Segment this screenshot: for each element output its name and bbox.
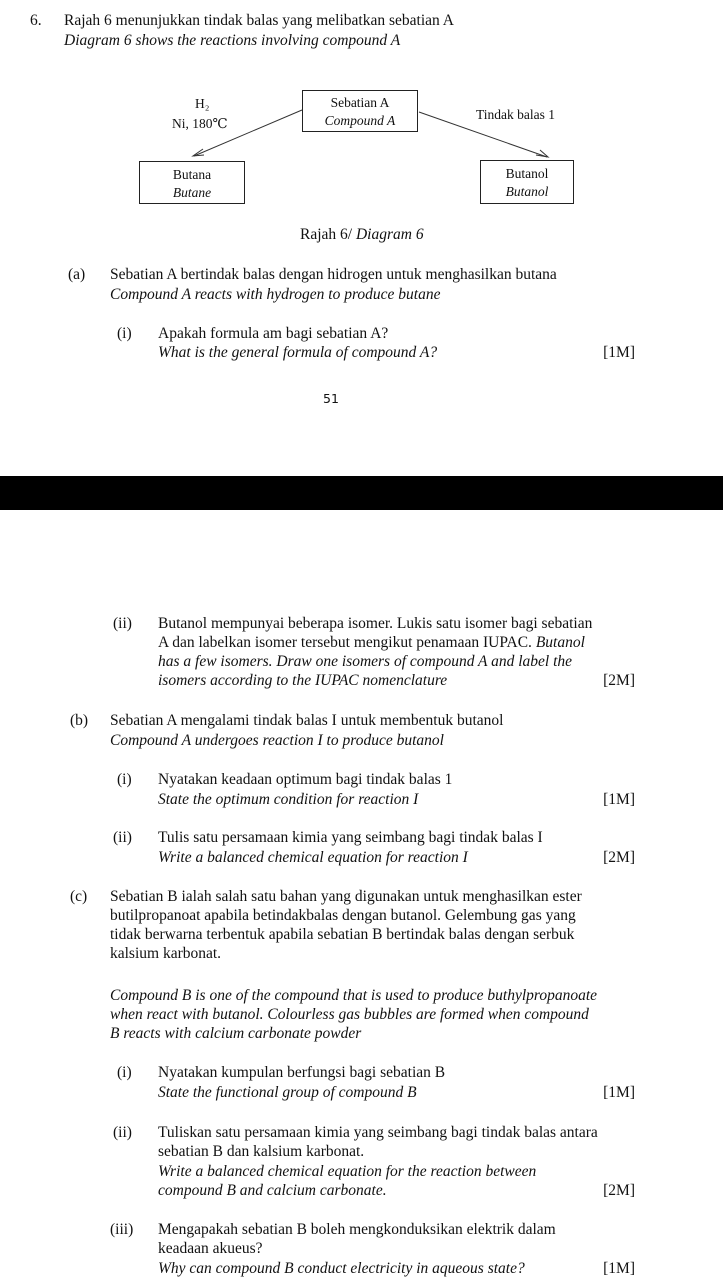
part-a-i-ms: Apakah formula am bagi sebatian A? [158,325,389,342]
part-c-iii-ms-line2: keadaan akueus? [158,1240,263,1257]
part-c-ms-line1: Sebatian B ialah salah satu bahan yang digunakan untuk menghasilkan ester [110,888,582,905]
part-a-label: (a) [68,266,86,283]
part-a-text-ms: Sebatian A bertindak balas dengan hidrogen untuk menghasilkan butana [110,266,557,283]
part-b-i-en: State the optimum condition for reaction I [158,791,419,808]
part-c-iii-en: Why can compound B conduct electricity in aqueous state? [158,1260,525,1277]
part-b-text-ms: Sebatian A mengalami tindak balas I untuk membentuk butanol [110,712,504,729]
part-c-ms-line2: butilpropanoat apabila betindakbalas dengan butanol. Gelembung gas yang [110,907,576,924]
part-b-ii-label: (ii) [113,829,132,846]
part-c-label: (c) [70,888,88,905]
butane-ms: Butana [172,167,212,182]
part-c-ii-ms-line2: sebatian B dan kalsium karbonat. [158,1143,365,1160]
part-a-ii-label: (ii) [113,615,132,632]
butane-en: Butane [172,185,212,200]
part-c-i-ms: Nyatakan kumpulan berfungsi bagi sebatian B [158,1064,446,1081]
part-c-iii-marks: [1M] [603,1260,635,1277]
part-a-ii-marks: [2M] [603,672,635,689]
question-intro-ms: Rajah 6 menunjukkan tindak balas yang melibatkan sebatian A [64,12,454,29]
butanol-ms: Butanol [505,166,549,181]
part-c-i-label: (i) [117,1064,132,1081]
part-a-ii-line2-ms: A dan labelkan isomer tersebut mengikut penamaan IUPAC. [158,634,536,651]
part-b-i-marks: [1M] [603,791,635,808]
part-b-i-ms: Nyatakan keadaan optimum bagi tindak balas 1 [158,771,453,788]
question-number: 6. [30,12,42,29]
compound-a-box [302,90,418,132]
part-a-ii-line2 [158,633,585,652]
condition-h2: H₂ [195,96,210,111]
part-b-label: (b) [70,712,89,729]
butanol-en: Butanol [505,184,549,199]
condition-catalyst: Ni, 180℃ [172,116,228,131]
part-a-ii-line2-en: Butanol [535,634,585,651]
part-c-i-en: State the functional group of compound B [158,1084,417,1101]
part-c-ii-label: (ii) [113,1124,132,1141]
part-b-ii-en: Write a balanced chemical equation for reaction I [158,849,468,866]
caption-ms: Rajah 6/ [300,226,356,243]
part-a-ii-line1: Butanol mempunyai beberapa isomer. Lukis satu isomer bagi sebatian [158,615,593,632]
page-number: 51 [323,391,339,406]
part-b-text-en: Compound A undergoes reaction I to produce butanol [110,732,444,749]
part-c-en-line1: Compound B is one of the compound that is used to produce buthylpropanoate [110,987,598,1004]
butanol-box [480,160,574,204]
reaction-1-label: Tindak balas 1 [476,107,556,122]
part-b-ii-marks: [2M] [603,849,635,866]
question-intro-en: Diagram 6 shows the reactions involving compound A [64,32,401,49]
part-a-ii-line3: has a few isomers. Draw one isomers of compound A and label the [158,653,573,670]
part-a-i-en: What is the general formula of compound A? [158,344,438,361]
part-c-en-line3: B reacts with calcium carbonate powder [110,1025,362,1042]
part-c-ms-line4: kalsium karbonat. [110,945,222,962]
caption-en: Diagram 6 [355,226,424,243]
part-c-i-marks: [1M] [603,1084,635,1101]
part-c-iii-ms-line1: Mengapakah sebatian B boleh mengkonduksikan elektrik dalam [158,1221,556,1238]
part-a-i-marks: [1M] [603,344,635,361]
diagram-caption [300,225,424,244]
part-b-ii-ms: Tulis satu persamaan kimia yang seimbang bagi tindak balas I [158,829,543,846]
part-c-ii-en-line2: compound B and calcium carbonate. [158,1182,387,1199]
part-a-text-en: Compound A reacts with hydrogen to produce butane [110,286,441,303]
part-a-ii-line4: isomers according to the IUPAC nomenclature [158,672,448,689]
part-c-ii-marks: [2M] [603,1182,635,1199]
part-c-ii-en-line1: Write a balanced chemical equation for the reaction between [158,1163,537,1180]
butane-box [139,161,245,204]
compound-a-ms: Sebatian A [330,95,390,110]
part-c-ms-line3: tidak berwarna terbentuk apabila sebatian B bertindak balas dengan serbuk [110,926,575,943]
page-break-band [0,476,723,510]
part-c-iii-label: (iii) [110,1221,134,1238]
part-b-i-label: (i) [117,771,132,788]
part-c-ii-ms-line1: Tuliskan satu persamaan kimia yang seimbang bagi tindak balas antara [158,1124,598,1141]
compound-a-en: Compound A [324,113,396,128]
part-c-en-line2: when react with butanol. Colourless gas bubbles are formed when compound [110,1006,589,1023]
part-a-i-label: (i) [117,325,132,342]
